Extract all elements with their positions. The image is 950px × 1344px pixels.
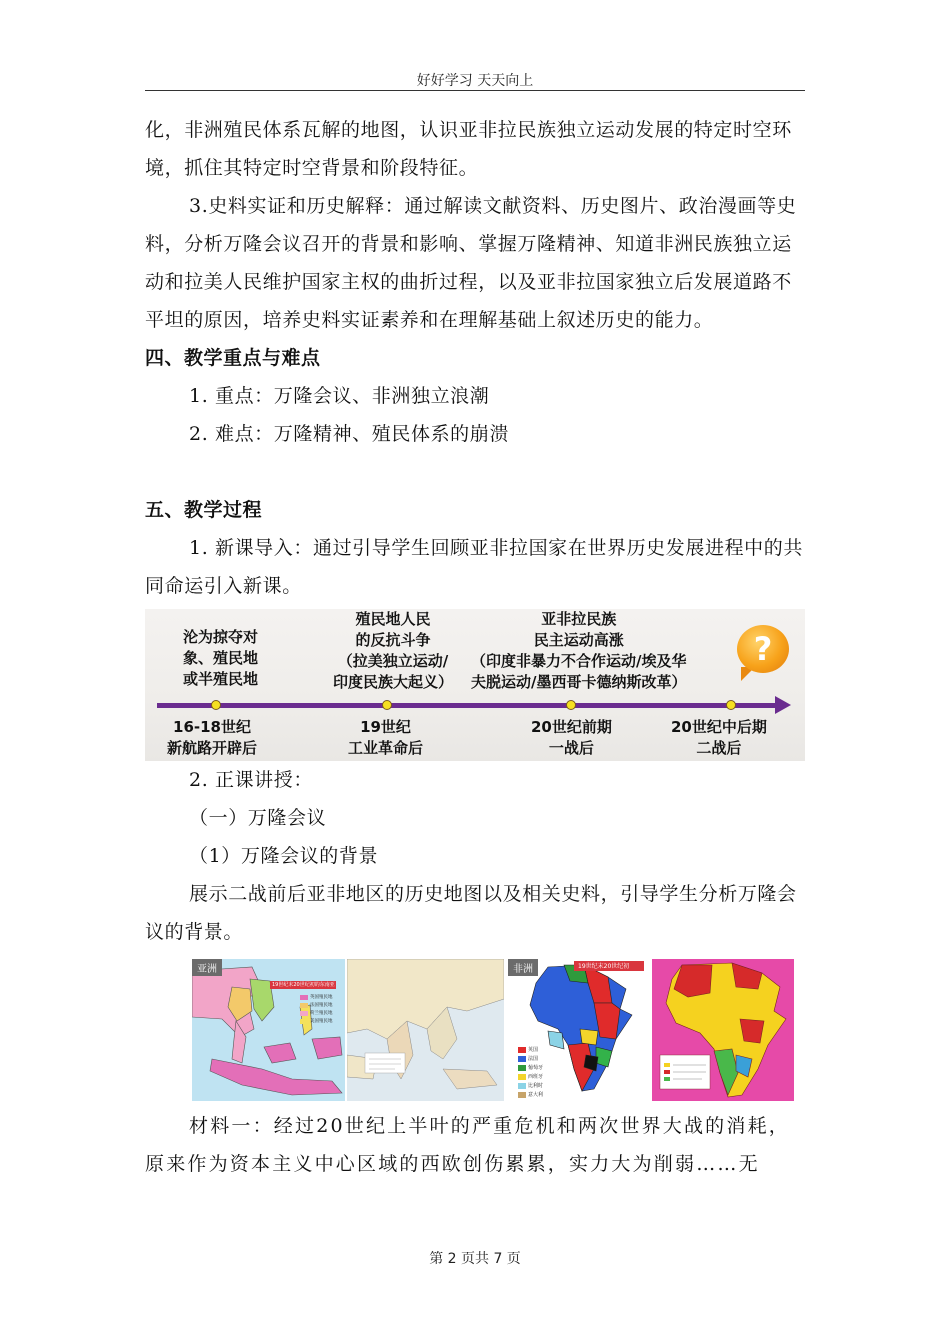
africa-legend-item: 西班牙 xyxy=(528,1074,544,1080)
key-point-item: 1. 重点：万隆会议、非洲独立浪潮 xyxy=(189,385,490,407)
asia-legend-item: 法国殖民地 xyxy=(310,1003,333,1008)
timeline-period-line: 一战后 xyxy=(548,739,594,757)
timeline-arrow-head-icon xyxy=(775,696,791,714)
timeline-event-line: 夫脱运动/墨西哥卡德纳斯改革） xyxy=(471,673,687,691)
timeline-period-line: 工业革命后 xyxy=(348,739,424,757)
map-region-tag-africa: 非洲 xyxy=(508,959,538,976)
asia-legend-item: 美国殖民地 xyxy=(310,1019,333,1024)
timeline-period-line: 19世纪 xyxy=(360,718,411,736)
page-content xyxy=(145,111,805,1183)
timeline-event-1-top xyxy=(183,627,258,690)
timeline-dot xyxy=(566,700,576,710)
timeline-event-line: 象、殖民地 xyxy=(183,649,259,667)
timeline-period-line: 20世纪中后期 xyxy=(671,718,767,736)
timeline-event-line: （印度非暴力不合作运动/埃及华 xyxy=(471,652,687,670)
asia-postwar-map-image xyxy=(347,959,504,1101)
history-timeline-figure xyxy=(145,609,805,761)
paragraph-material-one: 材料一：经过20世纪上半叶的严重危机和两次世界大战的消耗，原来作为资本主义中心区域的西欧创伤累累，实力大为削弱……无 xyxy=(145,1115,790,1175)
timeline-event-line: 的反抗斗争 xyxy=(355,631,431,649)
africa-legend-item: 法国 xyxy=(528,1056,539,1062)
timeline-event-2-period xyxy=(348,717,423,759)
timeline-event-line: 印度民族大起义） xyxy=(333,673,454,691)
header-rule xyxy=(145,90,805,91)
paragraph-history-interpretation: 3.史料实证和历史解释：通过解读文献资料、历史图片、政治漫画等史料，分析万隆会议召开的背景和影响、掌握万隆精神、知道非洲民族独立运动和拉美人民维护国家主权的曲折过程，以及亚非拉国家独立后发展道路不平坦的原因，培养史料实证素养和在理解基础上叙述历史的能力。 xyxy=(145,195,797,331)
timeline-period-line: 16-18世纪 xyxy=(173,718,251,736)
map-africa-independence xyxy=(652,959,794,1101)
timeline-event-2-top xyxy=(333,609,453,693)
paragraph-continuation: 化，非洲殖民体系瓦解的地图，认识亚非拉民族独立运动发展的特定时空环境，抓住其特定时空背景和阶段特征。 xyxy=(145,119,792,179)
map-southeast-asia-colonial xyxy=(192,959,345,1101)
paragraph-lesson-intro: 1. 新课导入：通过引导学生回顾亚非拉国家在世界历史发展进程中的共同命运引入新课。 xyxy=(145,537,803,597)
map-africa-colonial xyxy=(508,959,648,1101)
timeline-event-4-period xyxy=(671,717,767,759)
difficult-point-item: 2. 难点：万隆精神、殖民体系的崩溃 xyxy=(189,423,509,445)
africa-independence-map-image xyxy=(652,959,794,1101)
africa-legend-item: 意大利 xyxy=(528,1092,544,1098)
timeline-event-line: 亚非拉民族 xyxy=(541,610,617,628)
map-asia-postwar xyxy=(347,959,504,1101)
timeline-event-line: 或半殖民地 xyxy=(183,670,259,688)
asia-map-title: 19世纪末20世纪初的东南亚 xyxy=(272,982,335,988)
africa-map-legend xyxy=(528,1046,543,1100)
historical-maps-figure xyxy=(145,959,805,1101)
africa-map-title: 19世纪末20世纪初 xyxy=(578,963,630,970)
africa-legend-item: 英国 xyxy=(528,1047,539,1053)
timeline-event-1-period xyxy=(167,717,257,759)
timeline-event-line: 沦为掠夺对 xyxy=(183,628,259,646)
asia-legend-item: 荷兰殖民地 xyxy=(310,1011,333,1016)
question-bubble-icon: ? xyxy=(737,625,789,673)
subheading-bandung-background: （1）万隆会议的背景 xyxy=(189,845,379,867)
timeline-dot xyxy=(726,700,736,710)
timeline-axis xyxy=(157,703,777,708)
timeline-period-line: 二战后 xyxy=(696,739,742,757)
timeline-event-line: 殖民地人民 xyxy=(355,610,431,628)
timeline-event-line: 民主运动高涨 xyxy=(533,631,624,649)
page-footer: 第 2 页共 7 页 xyxy=(429,1251,521,1267)
paragraph-map-instruction: 展示二战前后亚非地区的历史地图以及相关史料，引导学生分析万隆会议的背景。 xyxy=(145,883,797,943)
subheading-bandung-conference: （一）万隆会议 xyxy=(189,807,327,829)
map-region-tag-asia: 亚洲 xyxy=(192,959,222,976)
section-heading-key-points: 四、教学重点与难点 xyxy=(145,347,321,369)
paragraph-main-lecture: 2. 正课讲授： xyxy=(189,769,313,791)
timeline-period-line: 新航路开辟后 xyxy=(167,739,258,757)
africa-legend-item: 葡萄牙 xyxy=(528,1065,544,1071)
timeline-period-line: 20世纪前期 xyxy=(531,718,612,736)
timeline-dot xyxy=(382,700,392,710)
section-heading-teaching-process: 五、教学过程 xyxy=(145,499,263,521)
asia-map-legend xyxy=(310,994,333,1026)
page-header: 好好学习 天天向上 xyxy=(416,73,534,89)
asia-legend-item: 英国殖民地 xyxy=(310,995,333,1000)
timeline-event-3-period xyxy=(531,717,612,759)
timeline-event-line: （拉美独立运动/ xyxy=(337,652,449,670)
africa-legend-item: 比利时 xyxy=(528,1083,544,1089)
timeline-dot xyxy=(211,700,221,710)
timeline-event-3-top xyxy=(471,609,686,693)
